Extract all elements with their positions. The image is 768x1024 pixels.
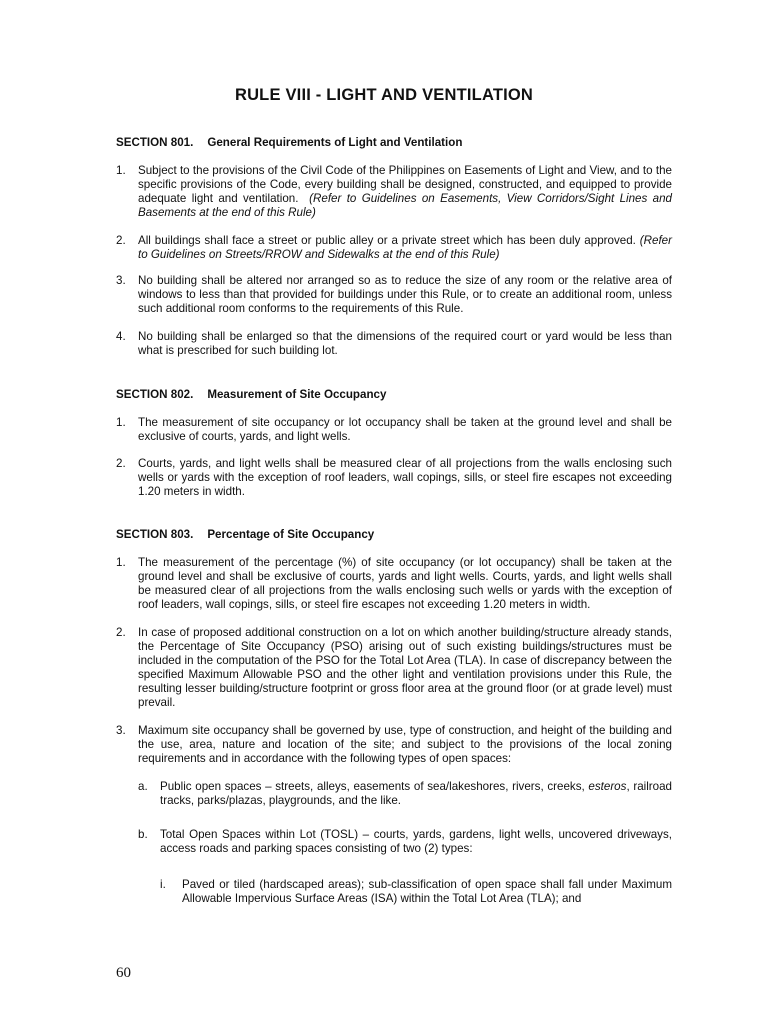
sub-item-text: Total Open Spaces within Lot (TOSL) – courts, yards, gardens, light wells, uncovered driveways, access roads and parking spaces consisting of two (2) types: bbox=[160, 828, 672, 855]
section-number: SECTION 803. bbox=[116, 528, 194, 541]
sub-item-text-after: , railroad tracks, parks/plazas, playgrounds, and the like. bbox=[160, 780, 673, 807]
sub-item-italic-term: esteros bbox=[588, 780, 627, 793]
item-number: 2. bbox=[116, 234, 126, 247]
item-reference: (Refer to Guidelines on Easements, View Corridors/Sight Lines and Basements at the end of this Rule) bbox=[138, 192, 672, 219]
page-number: 60 bbox=[116, 965, 131, 981]
section-title: General Requirements of Light and Ventilation bbox=[207, 136, 463, 149]
section-802-heading bbox=[116, 388, 386, 402]
list-item bbox=[116, 724, 672, 766]
item-text: No building shall be enlarged so that the dimensions of the required court or yard would be less than what is prescribed for such building lot. bbox=[138, 330, 672, 357]
list-item bbox=[116, 416, 672, 444]
list-item bbox=[116, 234, 672, 262]
item-number: 1. bbox=[116, 556, 126, 569]
item-text: Subject to the provisions of the Civil Code of the Philippines on Easements of Light and View, and to the specific provisions of the Code, every building shall be designed, constructed, and equipped to provide adequate light and ventilation. bbox=[138, 164, 672, 205]
sub-item-text: Public open spaces – streets, alleys, easements of sea/lakeshores, rivers, creeks, bbox=[160, 780, 585, 793]
section-number: SECTION 801. bbox=[116, 136, 194, 149]
list-item bbox=[116, 457, 672, 499]
item-text: All buildings shall face a street or public alley or a private street which has been duly approved. bbox=[138, 234, 636, 247]
item-text: The measurement of the percentage (%) of site occupancy (or lot occupancy) shall be taken at the ground level and shall be exclusive of courts, yards and light wells. Courts, yards, and light wells shall be measured clear of all projections from the walls enclosing such wells or yards with the exception of roof leaders, wall copings, sills, or steel fire escapes not exceeding 1.20 meters in width. bbox=[138, 556, 672, 611]
page-title: RULE VIII - LIGHT AND VENTILATION bbox=[234, 86, 534, 104]
item-text: Courts, yards, and light wells shall be measured clear of all projections from the walls enclosing such wells or yards with the exception of roof leaders, wall copings, sills, or steel fire escapes not exceeding 1.20 meters in width. bbox=[138, 457, 672, 498]
item-number: 3. bbox=[116, 724, 126, 737]
item-text: In case of proposed additional construction on a lot on which another building/structure already stands, the Percentage of Site Occupancy (PSO) arising out of such existing buildings/structures must be included in the computation of the PSO for the Total Lot Area (TLA). In case of discrepancy between the specified Maximum Allowable PSO and the other light and ventilation provisions under this Rule, the resulting lesser building/structure footprint or gross floor area at the ground floor (or at grade level) must prevail. bbox=[138, 626, 672, 709]
sub-sub-item-numeral: i. bbox=[160, 878, 166, 891]
list-item bbox=[116, 274, 672, 316]
list-item bbox=[116, 164, 672, 220]
sub-item-letter: a. bbox=[138, 780, 148, 793]
section-803-heading bbox=[116, 528, 374, 542]
item-number: 3. bbox=[116, 274, 126, 287]
item-number: 4. bbox=[116, 330, 126, 343]
sub-item-letter: b. bbox=[138, 828, 148, 841]
section-number: SECTION 802. bbox=[116, 388, 194, 401]
item-text: Maximum site occupancy shall be governed by use, type of construction, and height of the building and the use, area, nature and location of the site; and subject to the provisions of the local zoning requirements and in accordance with the following types of open spaces: bbox=[138, 724, 672, 765]
item-reference: (Refer to Guidelines on Streets/RROW and Sidewalks at the end of this Rule) bbox=[138, 234, 672, 261]
item-number: 1. bbox=[116, 416, 126, 429]
list-item bbox=[116, 556, 672, 612]
item-number: 1. bbox=[116, 164, 126, 177]
list-item bbox=[116, 330, 672, 358]
item-number: 2. bbox=[116, 626, 126, 639]
item-number: 2. bbox=[116, 457, 126, 470]
sub-list-item bbox=[138, 828, 672, 856]
section-801-heading bbox=[116, 136, 462, 150]
section-title: Percentage of Site Occupancy bbox=[207, 528, 375, 541]
section-title: Measurement of Site Occupancy bbox=[207, 388, 387, 401]
sub-sub-list-item bbox=[160, 878, 672, 906]
item-text: No building shall be altered nor arranged so as to reduce the size of any room or the relative area of windows to less than that provided for buildings under this Rule, or to create an additional room, unless such additional room conforms to the requirements of this Rule. bbox=[138, 274, 672, 315]
list-item bbox=[116, 626, 672, 710]
sub-list-item bbox=[138, 780, 672, 808]
sub-sub-item-text: Paved or tiled (hardscaped areas); sub-classification of open space shall fall under Maximum Allowable Impervious Surface Areas (ISA) within the Total Lot Area (TLA); and bbox=[182, 878, 672, 905]
item-text: The measurement of site occupancy or lot occupancy shall be taken at the ground level and shall be exclusive of courts, yards, and light wells. bbox=[138, 416, 672, 443]
